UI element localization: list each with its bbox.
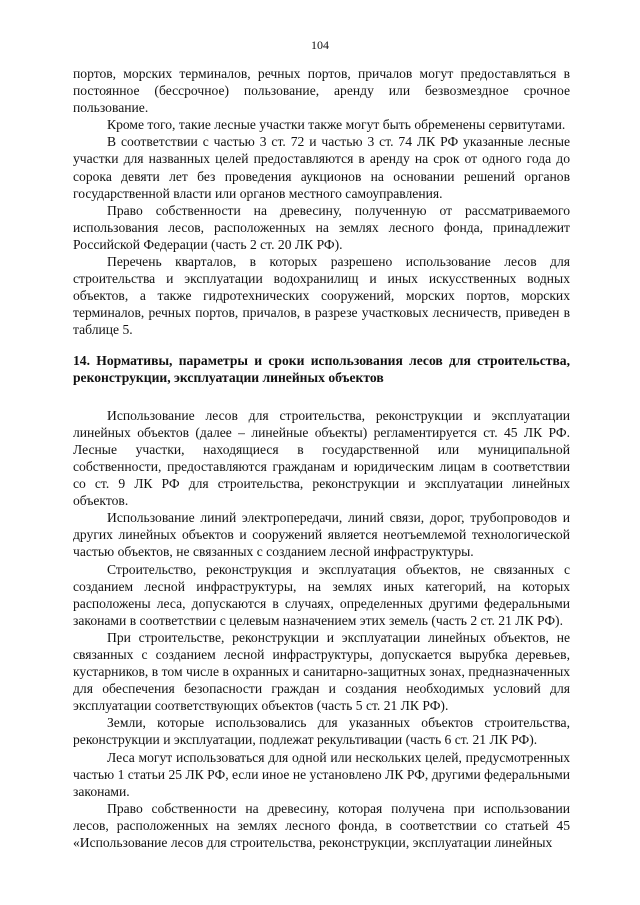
paragraph: При строительстве, реконструкции и эксплуатации линейных объектов, не связанных с созданием лесной инфраструктуры, допускается вырубка деревьев, кустарников, в том числе в охранных и санитарно-защитных зонах, предназначенных для обеспечения безопасности граждан и создания необходимых условий для эксплуатации соответствующих объектов (часть 5 ст. 21 ЛК РФ). (73, 629, 570, 714)
paragraph: Перечень кварталов, в которых разрешено использование лесов для строительства и эксплуатации водохранилищ и иных искусственных водных объектов, а также гидротехнических сооружений, морских портов, морских терминалов, речных портов, причалов, в разрезе участковых лесничеств, приведен в таблице 5. (73, 254, 570, 338)
paragraph: Право собственности на древесину, которая получена при использовании лесов, расположенных на землях лесного фонда, в соответствии со статьей 45 «Использование лесов для строительства, реконструкции, эксплуатации линейных (73, 800, 570, 851)
paragraph: портов, морских терминалов, речных портов, причалов могут предоставляться в постоянное (бессрочное) пользование, аренду или безвозмездное срочное пользование. (73, 66, 570, 116)
paragraph: Земли, которые использовались для указанных объектов строительства, реконструкции и эксплуатации, подлежат рекультивации (часть 6 ст. 21 ЛК РФ). (73, 715, 570, 748)
paragraph: Леса могут использоваться для одной или нескольких целей, предусмотренных частью 1 статьи 25 ЛК РФ, если иное не установлено ЛК РФ, другими федеральными законами. (73, 749, 570, 799)
paragraph: Право собственности на древесину, полученную от рассматриваемого использования лесов, расположенных на землях лесного фонда, принадлежит Российской Федерации (часть 2 ст. 20 ЛК РФ). (73, 202, 570, 252)
paragraph: Строительство, реконструкция и эксплуатация объектов, не связанных с созданием лесной инфраструктуры, на землях иных категорий, на которых расположены леса, допускаются в случаях, определенных другими федеральными законами в соответствии с целевым назначением этих земель (часть 2 ст. 21 ЛК РФ). (73, 561, 570, 628)
page-number: 104 (311, 38, 329, 52)
paragraph: Кроме того, такие лесные участки также могут быть обременены сервитутами. (107, 117, 566, 133)
section-heading: 14. Нормативы, параметры и сроки использования лесов для строительства, реконструкции, эксплуатации линейных объектов (73, 352, 570, 385)
paragraph: Использование лесов для строительства, реконструкции и эксплуатации линейных объектов (далее – линейные объекты) регламентируется ст. 45 ЛК РФ. Лесные участки, находящиеся в государственной или муниципальной собственности, предоставляются гражданам и юридическим лицам в соответствии со ст. 9 ЛК РФ для строительства, реконструкции и эксплуатации линейных объектов. (73, 407, 570, 509)
body-text (73, 65, 570, 851)
paragraph: В соответствии с частью 3 ст. 72 и частью 3 ст. 74 ЛК РФ указанные лесные участки для названных целей предоставляются в аренду на срок от одного года до сорока девяти лет без проведения аукционов на основании решений органов государственной власти или органов местного самоуправления. (73, 134, 570, 201)
paragraph: Использование линий электропередачи, линий связи, дорог, трубопроводов и других линейных объектов и сооружений является неотъемлемой технологической частью объектов, не связанных с созданием лесной инфраструктуры. (73, 510, 570, 560)
